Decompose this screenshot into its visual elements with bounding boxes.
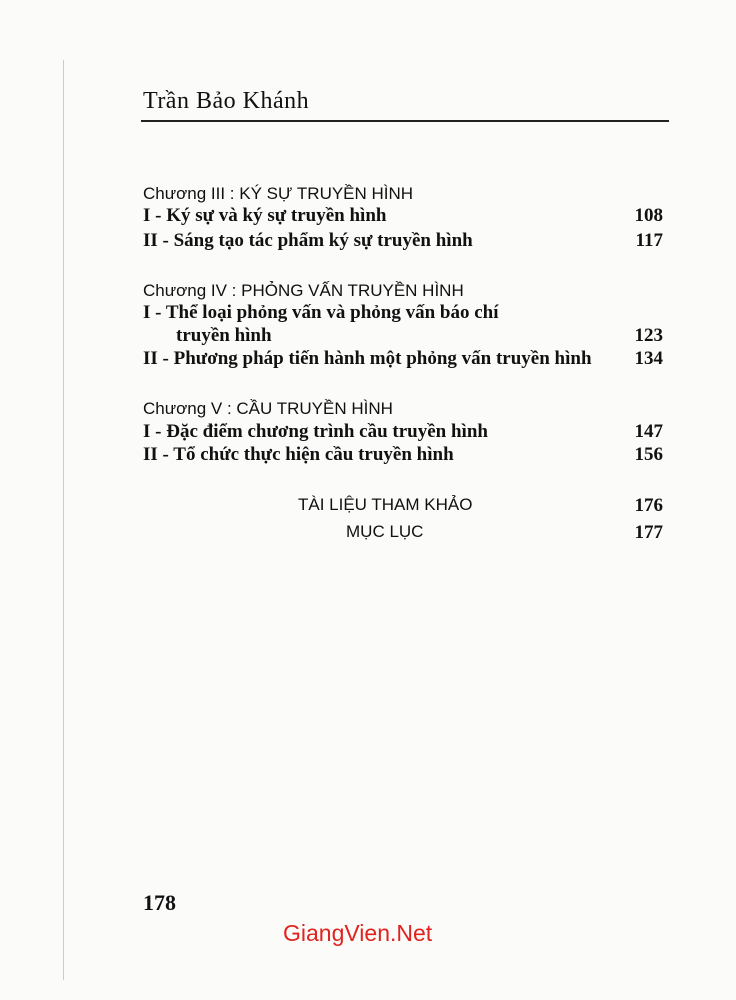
toc-entry-continuation bbox=[143, 325, 663, 349]
toc-entry bbox=[143, 205, 663, 229]
toc-entry-label: MỤC LỤC bbox=[346, 522, 424, 541]
header-rule bbox=[141, 120, 669, 122]
toc-entry-page: 156 bbox=[634, 444, 663, 465]
chapter-heading: Chương IV : PHỎNG VẤN TRUYỀN HÌNH bbox=[143, 281, 464, 300]
toc-entry-label: I - Đặc điểm chương trình cầu truyền hình bbox=[143, 421, 488, 442]
scan-edge-line bbox=[63, 60, 64, 980]
toc-entry-page: 123 bbox=[634, 325, 663, 346]
watermark: GiangVien.Net bbox=[283, 920, 433, 946]
toc-entry-label: I - Ký sự và ký sự truyền hình bbox=[143, 205, 387, 226]
toc-entry bbox=[143, 230, 663, 254]
chapter-heading: Chương V : CẦU TRUYỀN HÌNH bbox=[143, 399, 393, 418]
toc-entry-page: 108 bbox=[634, 205, 663, 226]
toc-entry-label-cont: truyền hình bbox=[176, 325, 272, 346]
page-number: 178 bbox=[143, 890, 176, 915]
toc-entry-label: II - Tổ chức thực hiện cầu truyền hình bbox=[143, 444, 454, 465]
toc-entry-label: II - Sáng tạo tác phẩm ký sự truyền hình bbox=[143, 230, 473, 251]
toc-entry-page: 134 bbox=[634, 348, 663, 369]
toc-entry-references bbox=[143, 495, 663, 519]
toc-entry bbox=[143, 421, 663, 445]
toc-entry bbox=[143, 302, 663, 326]
toc-entry-page: 176 bbox=[634, 495, 663, 516]
running-header-author: Trần Bảo Khánh bbox=[143, 88, 310, 114]
toc-entry-label: I - Thể loại phỏng vấn và phỏng vấn báo chí bbox=[143, 302, 499, 323]
toc-entry bbox=[143, 348, 663, 372]
toc-entry-page: 147 bbox=[634, 421, 663, 442]
toc-entry-contents bbox=[143, 522, 663, 546]
toc-entry-page: 177 bbox=[634, 522, 663, 543]
toc-entry-page: 117 bbox=[635, 230, 663, 251]
chapter-heading: Chương III : KÝ SỰ TRUYỀN HÌNH bbox=[143, 184, 414, 203]
toc-entry bbox=[143, 444, 663, 468]
toc-entry-label: TÀI LIỆU THAM KHẢO bbox=[298, 495, 473, 514]
toc-entry-label: II - Phương pháp tiến hành một phỏng vấn truyền hình bbox=[143, 348, 592, 369]
